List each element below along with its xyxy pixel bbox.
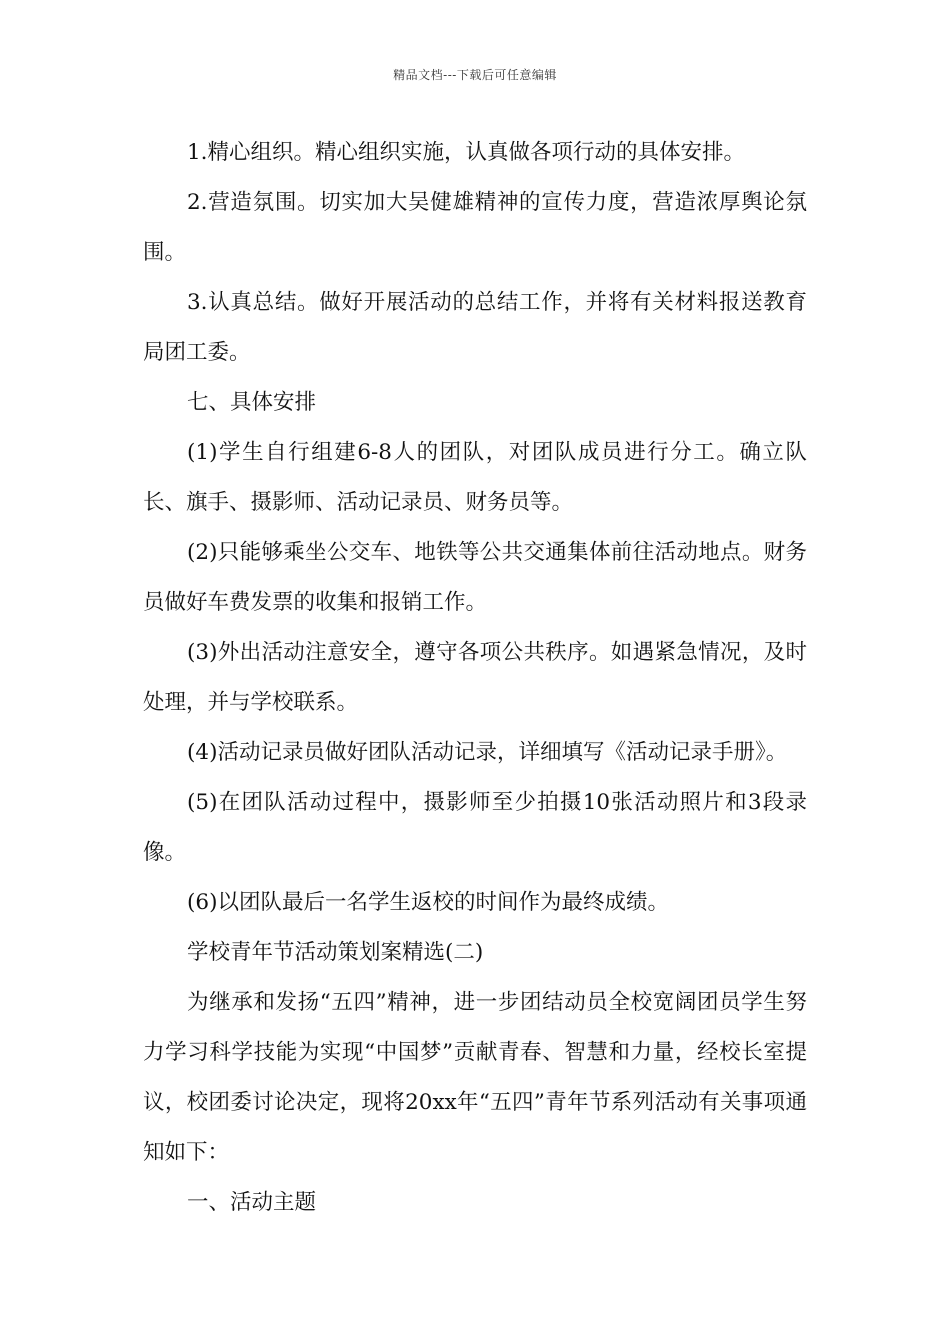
list-item-5: (5)在团队活动过程中，摄影师至少拍摄10张活动照片和3段录像。 <box>143 790 807 865</box>
list-item-3: (3)外出活动注意安全，遵守各项公共秩序。如遇紧急情况，及时处理，并与学校联系。 <box>143 640 807 715</box>
paragraph-intro: 为继承和发扬“五四”精神，进一步团结动员全校宽阔团员学生努力学习科学技能为实现“中国梦”贡献青春、智慧和力量，经校长室提议，校团委讨论决定，现将20xx年“五四”青年节系列活动有关事项通知如下： <box>143 990 807 1165</box>
list-item-1: (1)学生自行组建6-8人的团队，对团队成员进行分工。确立队长、旗手、摄影师、活动记录员、财务员等。 <box>143 440 807 515</box>
list-item-6: (6)以团队最后一名学生返校的时间作为最终成绩。 <box>187 890 669 915</box>
paragraph-organize: 1.精心组织。精心组织实施，认真做各项行动的具体安排。 <box>187 140 746 165</box>
page-header: 精品文档---下载后可任意编辑 <box>393 68 557 82</box>
paragraph-summary: 3.认真总结。做好开展活动的总结工作，并将有关材料报送教育局团工委。 <box>143 290 807 365</box>
section-heading-theme: 一、活动主题 <box>187 1190 317 1215</box>
document-body <box>143 128 807 1228</box>
list-item-2: (2)只能够乘坐公交车、地铁等公共交通集体前往活动地点。财务员做好车费发票的收集和报销工作。 <box>143 540 807 615</box>
paragraph-atmosphere: 2.营造氛围。切实加大吴健雄精神的宣传力度，营造浓厚舆论氛围。 <box>143 190 807 265</box>
section-heading-arrangement: 七、具体安排 <box>187 390 317 415</box>
section-title-part-two: 学校青年节活动策划案精选(二) <box>187 940 484 965</box>
list-item-4: (4)活动记录员做好团队活动记录，详细填写《活动记录手册》。 <box>187 740 788 765</box>
